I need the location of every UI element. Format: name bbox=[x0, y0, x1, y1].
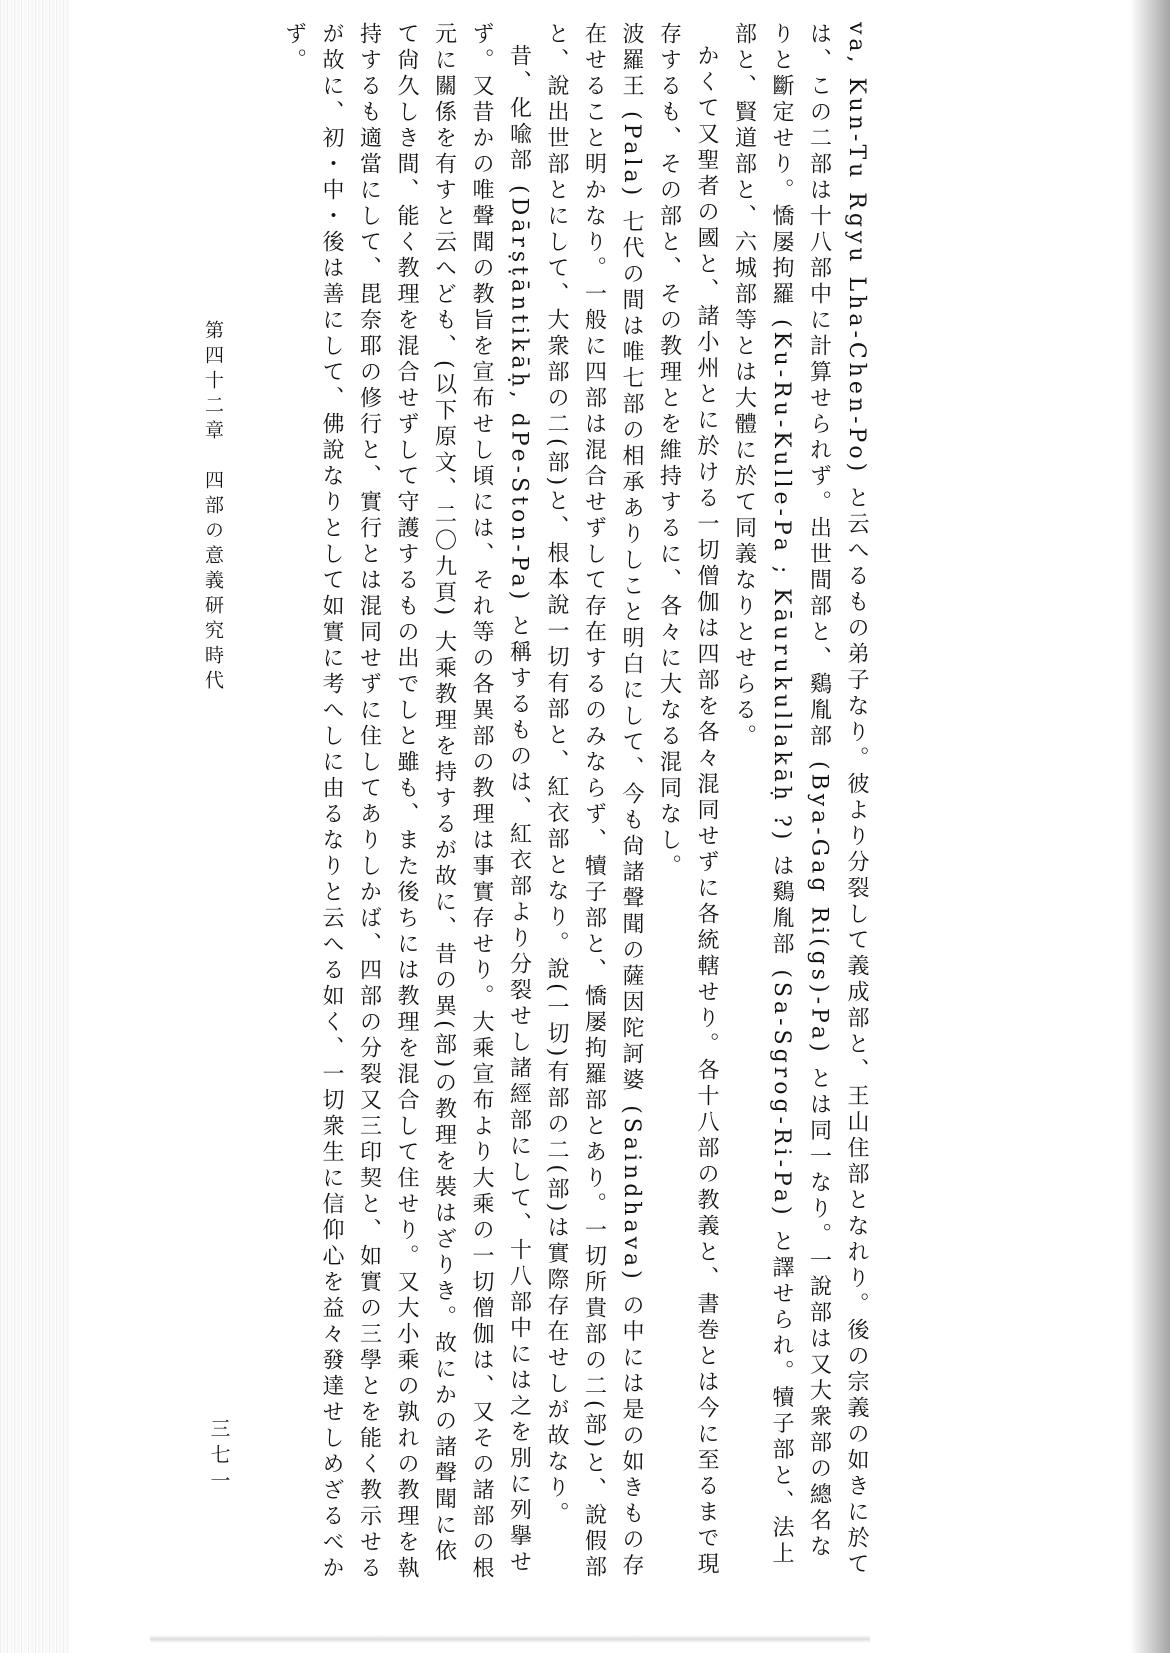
page-number: 三七一 bbox=[207, 1418, 231, 1496]
paragraph-4: 昔、化喩部 (Dārṣṭāntikāḥ, dPe-Ston-Pa) と稱するものは、紅衣部より分裂せし諸經部にして、十八部中には之を別に列擧せず。又昔かの唯聲聞の教旨を宣布せし頃には、それ等の各異部の教理は事實存せり。大乘宣布より大乘の一切僧伽は、又その諸部の根元に關係を有すと云へども、(以下原文、二〇九頁) 大乘教理を持するが故に、昔の異(部)の教理を裝はざりき。故にかの諸聲聞に依て尙久しき間、能く教理を混合せずして守護するもの出でしと雖も、また後ちには教理を混合して住せり。又大小乘の孰れの教理を執持するも適當にして、毘奈耶の修行と、實行とは混同せずに住してありしかば、四部の分裂又三印契と、如實の三學とを能く教示せるが故に、初・中・後は善にして、佛說なりとして如實に考へしに由るなりと云へる如く、一切衆生に信仰心を益々發達せしめざるべかず。 bbox=[281, 22, 532, 1582]
body-text bbox=[255, 22, 875, 1582]
scan-shadow-right bbox=[1130, 0, 1170, 1653]
paragraph-2: かくて又聖者の國と、諸小州とに於ける一切僧伽は四部を各々混同せずに各統轄せり。各十八部の教義と、書巻とは今に至るまで現存するも、その部と、その教理とを維持するに、各々に大なる混同なし。 bbox=[656, 22, 719, 1578]
paragraph-3: 波羅王 (Pala) 七代の間は唯七部の相承ありしこと明白にして、今も尙諸聲聞の薩因陀訶婆 (Saindhava) の中には是の如きもの存在せること明かなり。一般に四部は混合せずして存在するのみならず、犢子部と、憍屡拘羅部とあり。一切所貴部の二(部)と、說假部と、說出世部とにして、大衆部の二(部)と、根本說一切有部と、紅衣部となり。說(一切)有部の二(部)は實際存在せしが故なり。 bbox=[544, 22, 644, 1582]
scan-shadow-bottom bbox=[150, 1635, 870, 1643]
paragraph-1: va, Kun-Tu Rgyu Lha-Chen-Po) と云へるもの弟子なり。彼より分裂して義成部と、王山住部となれり。後の宗義の如きに於ては、この二部は十八部中に計算せられず。出世間部と、鷄胤部 (Bya-Gag Ri(gs)-Pa) とは同一なり。一說部は又大衆部の總名なりと斷定せり。憍屡拘羅 (Ku-Ru-Kulle-Pa ; Kāurukullakāḥ ?) は鷄胤部 (Sa-Sgrog-Ri-Pa) と譯せられ。犢子部と、法上部と、賢道部と、六城部等とは大體に於て同義なりとせらる。 bbox=[731, 22, 869, 1579]
running-footer: 第四十二章 四部の意義研究時代 bbox=[202, 320, 224, 695]
scan-shadow-left bbox=[0, 0, 70, 1653]
